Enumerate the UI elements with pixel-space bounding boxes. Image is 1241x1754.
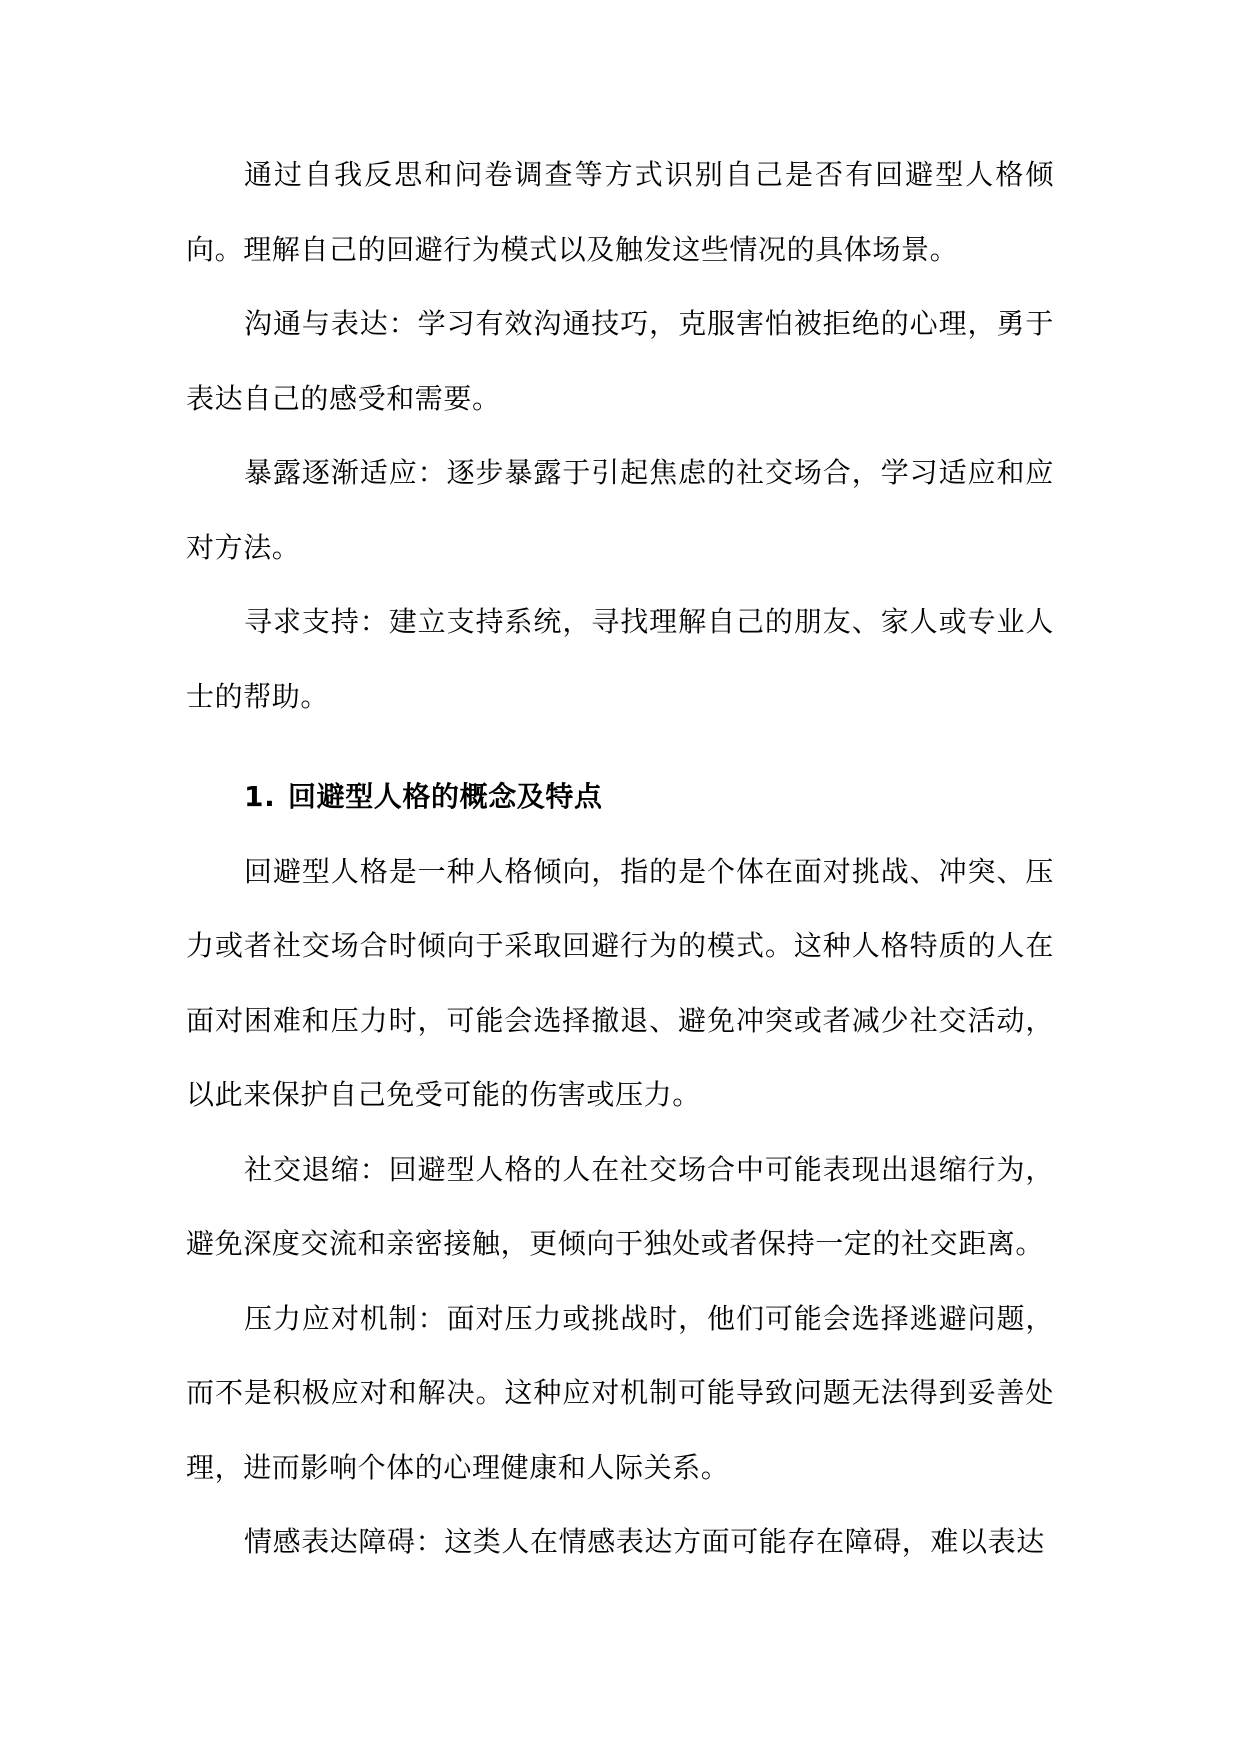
paragraph-seek-support: 寻求支持：建立支持系统，寻找理解自己的朋友、家人或专业人士的帮助。 — [186, 605, 1054, 713]
paragraph-definition: 回避型人格是一种人格倾向，指的是个体在面对挑战、冲突、压力或者社交场合时倾向于采取回避行为的模式。这种人格特质的人在面对困难和压力时，可能会选择撤退、避免冲突或者减少社交活动，以此来保护自己免受可能的伤害或压力。 — [186, 854, 1054, 1111]
paragraph-self-reflection: 通过自我反思和问卷调查等方式识别自己是否有回避型人格倾向。理解自己的回避行为模式以及触发这些情况的具体场景。 — [186, 158, 1054, 266]
paragraph-communication: 沟通与表达：学习有效沟通技巧，克服害怕被拒绝的心理，勇于表达自己的感受和需要。 — [186, 307, 1054, 415]
section-title: 回避型人格的概念及特点 — [288, 780, 603, 813]
document-body — [186, 138, 1054, 1580]
section-heading — [186, 760, 1054, 835]
paragraph-emotional-expression: 情感表达障碍：这类人在情感表达方面可能存在障碍，难以表达 — [244, 1525, 1045, 1558]
paragraph-exposure: 暴露逐渐适应：逐步暴露于引起焦虑的社交场合，学习适应和应对方法。 — [186, 456, 1054, 564]
paragraph-social-withdrawal: 社交退缩：回避型人格的人在社交场合中可能表现出退缩行为，避免深度交流和亲密接触，更倾向于独处或者保持一定的社交距离。 — [186, 1152, 1054, 1260]
paragraph-stress-coping: 压力应对机制：面对压力或挑战时，他们可能会选择逃避问题，而不是积极应对和解决。这种应对机制可能导致问题无法得到妥善处理，进而影响个体的心理健康和人际关系。 — [186, 1301, 1054, 1484]
section-number: 1. — [244, 780, 276, 813]
